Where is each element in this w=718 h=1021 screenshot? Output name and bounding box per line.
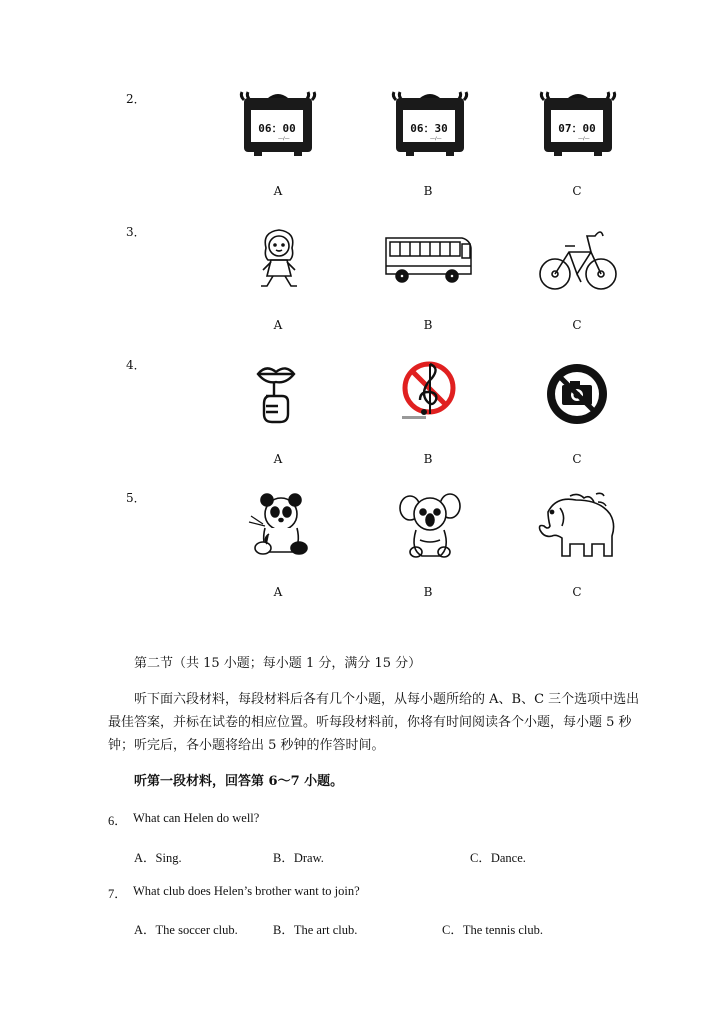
tv-clock-icon xyxy=(538,88,618,162)
option-label: A． xyxy=(134,851,156,865)
option-b xyxy=(273,920,357,938)
clock-sublabel: —/— xyxy=(578,136,590,142)
koala-icon xyxy=(398,490,462,564)
option-c xyxy=(442,920,543,938)
option-label: B． xyxy=(273,923,294,937)
option-label: B xyxy=(423,318,433,332)
instructions-paragraph: 听下面六段材料，每段材料后各有几个小题，从每小题所给的 A、B、C 三个选项中选出最佳答案，并标在试卷的相应位置。听每段材料前，你将有时间阅读各个小题，每小题 5 秒钟；听完后，各小题将给出 5 秒钟的作答时间。 xyxy=(108,692,640,753)
tv-clock-icon xyxy=(238,88,318,162)
question-number: 6． xyxy=(108,814,127,828)
option-label: B xyxy=(423,452,433,466)
option-text: The soccer club. xyxy=(155,923,238,937)
option-text: Dance. xyxy=(490,851,526,865)
elephant-icon xyxy=(530,490,622,564)
option-label: A xyxy=(273,318,283,332)
option-text: The tennis club. xyxy=(462,923,544,937)
clock-time: 06：30 xyxy=(410,122,448,135)
option-label: C． xyxy=(442,923,463,937)
option-label: B． xyxy=(273,851,294,865)
listening-section-heading: 听第一段材料，回答第 6～7 小题。 xyxy=(134,774,344,789)
question-number: 2． xyxy=(126,92,146,106)
no-music-icon xyxy=(398,356,460,426)
question-number: 5． xyxy=(126,491,146,505)
option-label: A xyxy=(273,184,283,198)
option-text: Sing. xyxy=(155,851,182,865)
question-number: 4． xyxy=(126,358,146,372)
question-number: 7． xyxy=(108,887,127,901)
section-heading: 第二节（共 15 小题；每小题 1 分，满分 15 分） xyxy=(134,656,422,671)
no-camera-icon xyxy=(546,363,608,429)
clock-sublabel: —/— xyxy=(430,136,442,142)
option-text: The art club. xyxy=(293,923,358,937)
tv-clock-icon xyxy=(390,88,470,162)
bicycle-icon xyxy=(537,224,619,296)
bus-icon xyxy=(382,230,474,290)
option-label: A xyxy=(273,585,283,599)
panda-icon xyxy=(245,492,311,564)
option-label: C． xyxy=(470,851,491,865)
clock-sublabel: —/— xyxy=(278,136,290,142)
girl-icon xyxy=(254,226,304,298)
option-c xyxy=(470,848,526,866)
quiet-sign-icon xyxy=(254,362,298,430)
clock-time: 07：00 xyxy=(558,122,596,135)
option-label: C xyxy=(572,585,582,599)
option-label: B xyxy=(423,184,433,198)
option-label: A xyxy=(273,452,283,466)
option-b xyxy=(273,848,324,866)
question-number: 3． xyxy=(126,225,146,239)
option-label: C xyxy=(572,452,582,466)
option-label: C xyxy=(572,184,582,198)
option-a xyxy=(134,920,238,938)
clock-time: 06：00 xyxy=(258,122,296,135)
question-text: What can Helen do well? xyxy=(133,811,260,825)
option-label: A． xyxy=(134,923,156,937)
option-text: Draw. xyxy=(293,851,324,865)
question-text: What club does Helen’s brother want to join? xyxy=(133,884,360,898)
option-a xyxy=(134,848,182,866)
option-label: B xyxy=(423,585,433,599)
option-label: C xyxy=(572,318,582,332)
